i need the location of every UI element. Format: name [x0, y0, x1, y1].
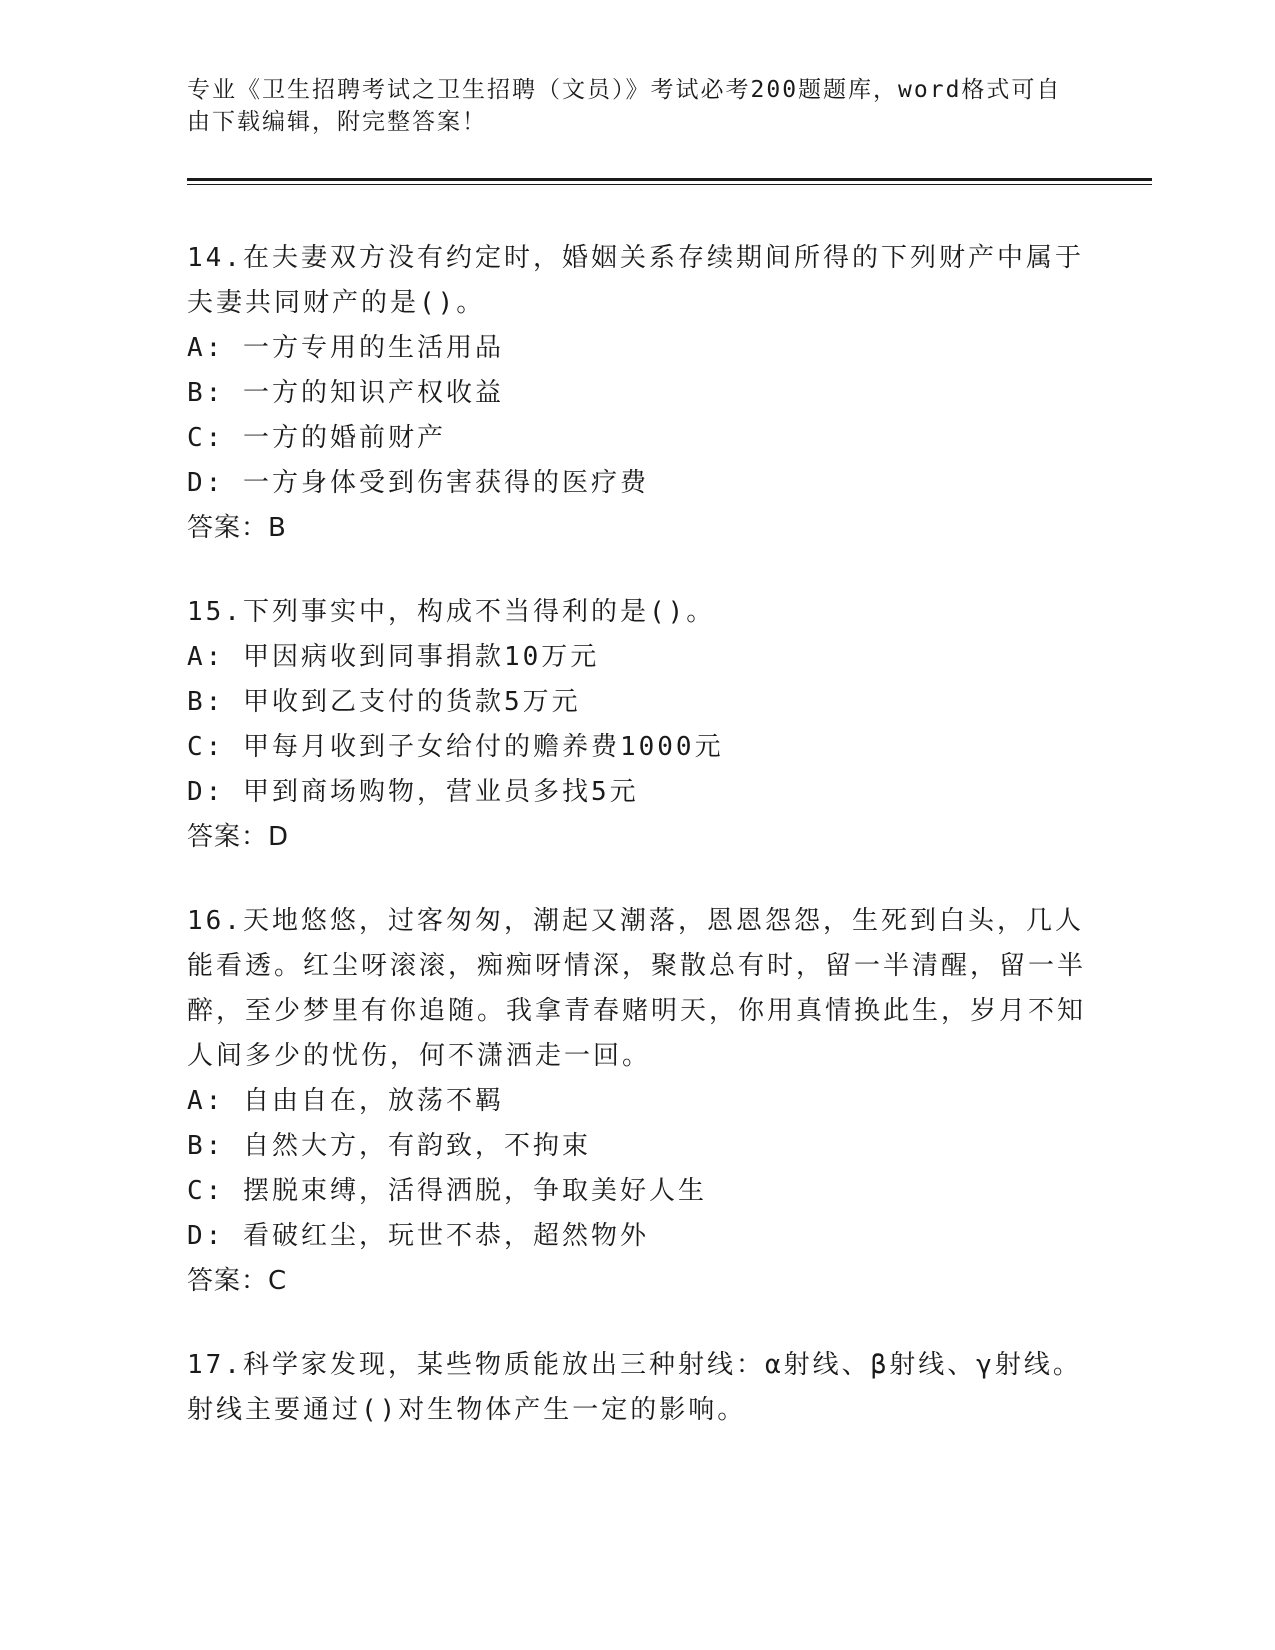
answer-label: 答案：B: [187, 513, 287, 543]
header-divider-thin: [187, 184, 1152, 185]
answer-label: 答案：C: [187, 1266, 288, 1296]
option-letter: D:: [187, 468, 225, 498]
option-a: [187, 326, 1087, 371]
answer-label: 答案：D: [187, 822, 290, 852]
option-letter: D:: [187, 777, 225, 807]
option-text: 一方专用的生活用品: [242, 333, 504, 363]
option-c: [187, 725, 1087, 770]
option-d: [187, 770, 1087, 815]
option-text: 一方的知识产权收益: [242, 378, 504, 408]
document-header: 专业《卫生招聘考试之卫生招聘（文员）》考试必考200题题库，word格式可自由下载编辑，附完整答案！: [187, 77, 1062, 135]
option-c: [187, 416, 1087, 461]
question-stem: 16.天地悠悠，过客匆匆，潮起又潮落，恩恩怨怨，生死到白头，几人能看透。红尘呀滚滚，痴痴呀情深，聚散总有时，留一半清醒，留一半醉，至少梦里有你追随。我拿青春赌明天，你用真情换此生，岁月不知人间多少的忧伤，何不潇洒走一回。: [187, 906, 1087, 1071]
option-letter: A:: [187, 1086, 225, 1116]
option-text: 甲因病收到同事捐款10万元: [242, 642, 600, 672]
option-d: [187, 461, 1087, 506]
question-list: [187, 236, 1087, 1472]
option-b: [187, 371, 1087, 416]
option-text: 摆脱束缚，活得洒脱，争取美好人生: [242, 1176, 707, 1206]
option-letter: C:: [187, 732, 225, 762]
option-text: 甲到商场购物，营业员多找5元: [242, 777, 639, 807]
question-stem: 15.下列事实中，构成不当得利的是()。: [187, 597, 716, 627]
option-letter: C:: [187, 1176, 225, 1206]
option-letter: B:: [187, 378, 225, 408]
option-text: 一方身体受到伤害获得的医疗费: [242, 468, 649, 498]
option-text: 一方的婚前财产: [242, 423, 446, 453]
question-stem: 17.科学家发现，某些物质能放出三种射线：α射线、β射线、γ射线。射线主要通过()对生物体产生一定的影响。: [187, 1350, 1082, 1425]
header-divider-thick: [187, 178, 1152, 181]
question-16: [187, 899, 1087, 1304]
option-letter: A:: [187, 642, 225, 672]
option-letter: B:: [187, 687, 225, 717]
option-c: [187, 1169, 1087, 1214]
option-d: [187, 1214, 1087, 1259]
option-text: 甲每月收到子女给付的赡养费1000元: [242, 732, 724, 762]
option-text: 自由自在，放荡不羁: [242, 1086, 504, 1116]
option-letter: C:: [187, 423, 225, 453]
option-letter: B:: [187, 1131, 225, 1161]
option-b: [187, 680, 1087, 725]
question-stem: 14.在夫妻双方没有约定时，婚姻关系存续期间所得的下列财产中属于夫妻共同财产的是()。: [187, 243, 1084, 318]
option-a: [187, 635, 1087, 680]
option-text: 甲收到乙支付的货款5万元: [242, 687, 581, 717]
option-text: 自然大方，有韵致，不拘束: [242, 1131, 591, 1161]
option-letter: A:: [187, 333, 225, 363]
question-17: [187, 1343, 1087, 1433]
option-text: 看破红尘，玩世不恭，超然物外: [242, 1221, 649, 1251]
option-b: [187, 1124, 1087, 1169]
question-14: [187, 236, 1087, 551]
option-a: [187, 1079, 1087, 1124]
question-15: [187, 590, 1087, 860]
option-letter: D:: [187, 1221, 225, 1251]
